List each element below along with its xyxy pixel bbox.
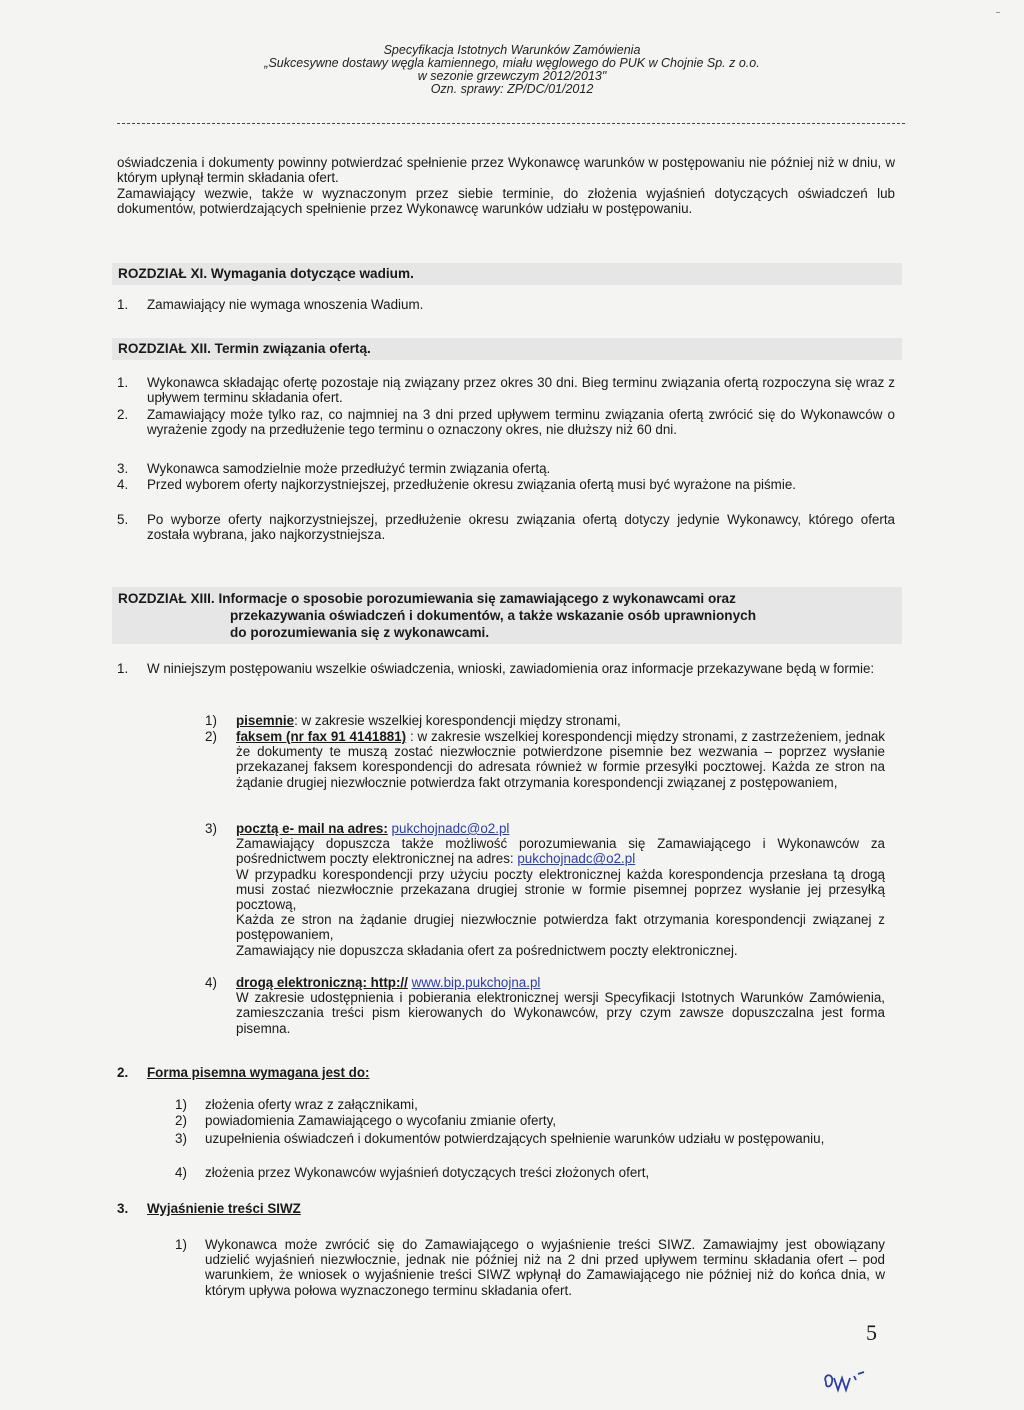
section-title: Wyjaśnienie treści SIWZ <box>147 1201 301 1216</box>
section-number: 1. <box>117 661 129 676</box>
form-number: 4) <box>205 975 217 990</box>
page-header <box>0 44 1024 96</box>
item-number: 1) <box>175 1097 187 1112</box>
form-label: pisemnie <box>236 713 295 728</box>
section-title: Forma pisemna wymagana jest do: <box>147 1065 370 1080</box>
email-paragraph-3: Każda ze stron na żądanie drugiej niezwłocznie potwierdza fakt otrzymania korespondencji związanej z postępowaniem, <box>236 912 885 943</box>
form-text: : w zakresie wszelkiej korespondencji między stronami, z zastrzeżeniem, jednak że dokumenty te muszą zostać niezwłocznie potwierdzone pisemnie bez wezwania – poprzez wysłanie przekazanej faksem korespondencji do adresata również w formie przesyłki pocztowej. Każda ze stron na żądanie drugiej niezwłocznie potwierdza fakt otrzymania korespondencji związanej z postępowaniem, <box>236 729 885 790</box>
web-paragraph: W zakresie udostępnienia i pobierania elektronicznej wersji Specyfikacji Istotnych Warunków Zamówienia, zamieszczania treści pism kierowanych do Wykonawców, przy czym zawsze dopuszczalna jest forma pisemna. <box>236 990 885 1036</box>
item-text: Wykonawca może zwrócić się do Zamawiającego o wyjaśnienie treści SIWZ. Zamawiajmy jest obowiązany udzielić wyjaśnień niezwłocznie, jednak nie później niż na 2 dni przed upływem terminu składania ofert – pod warunkiem, że wniosek o wyjaśnienie treści SIWZ wpłynął do Zamawiającego nie później niż do końca dnia, w którym upływa połowa wyznaczonego terminu składania ofert. <box>205 1237 885 1298</box>
item-number: 2. <box>117 407 129 422</box>
item-text: Wykonawca samodzielnie może przedłużyć termin związania ofertą. <box>147 461 551 476</box>
chapter-13-title-line-3: do porozumiewania się z wykonawcami. <box>230 625 490 640</box>
email-link[interactable]: pukchojnadc@o2.pl <box>391 821 510 836</box>
item-text: Wykonawca składając ofertę pozostaje nią związany przez okres 30 dni. Bieg terminu związania ofertą rozpoczyna się wraz z upływem terminu składania ofert. <box>147 375 895 406</box>
chapter-13-heading <box>112 587 902 644</box>
form-number: 1) <box>205 713 217 728</box>
intro-paragraph-1: oświadczenia i dokumenty powinny potwierdzać spełnienie przez Wykonawcę warunków w postępowaniu nie później niż w dniu, w którym upłynął termin składania ofert. <box>117 155 895 186</box>
ch12-item-1 <box>117 375 895 407</box>
item-text: Zamawiający nie wymaga wnoszenia Wadium. <box>147 297 424 312</box>
item-number: 1) <box>175 1237 187 1252</box>
website-link[interactable]: www.bip.pukchojna.pl <box>411 975 541 990</box>
item-text: powiadomienia Zamawiającego o wycofaniu zmianie oferty, <box>205 1113 557 1128</box>
email-label: pocztą e- mail na adres: <box>236 821 388 836</box>
item-text: złożenia przez Wykonawców wyjaśnień dotyczących treści złożonych ofert, <box>205 1165 650 1180</box>
item-number: 5. <box>117 512 129 527</box>
initials-signature <box>820 1368 880 1396</box>
item-number: 3. <box>117 461 129 476</box>
fax-label: faksem (nr fax 91 4141881) <box>236 729 407 744</box>
form-text: : w zakresie wszelkiej korespondencji między stronami, <box>294 713 621 728</box>
section-number: 2. <box>117 1065 129 1080</box>
email-paragraph-4: Zamawiający nie dopuszcza składania ofert za pośrednictwem poczty elektronicznej. <box>236 942 738 958</box>
item-number: 2) <box>175 1113 187 1128</box>
section-number: 3. <box>117 1201 129 1216</box>
item-number: 4) <box>175 1165 187 1180</box>
header-line-2: „Sukcesywne dostawy węgla kamiennego, miału węglowego do PUK w Chojnie Sp. z o.o. <box>264 56 760 70</box>
email-paragraph-2: W przypadku korespondencji przy użyciu poczty elektronicznej każda korespondencja przesłana tą drogą musi zostać niezwłocznie przekazana drugiej stronie w formie pisemnej poprzez wysłanie jej przesyłką pocztową, <box>236 866 885 913</box>
header-line-1: Specyfikacja Istotnych Warunków Zamówienia <box>383 43 641 57</box>
email-paragraph-1: Zamawiający dopuszcza także możliwość porozumiewania się Zamawiającego i Wykonawców za pośrednictwem poczty elektronicznej na adres: <box>236 836 885 867</box>
chapter-13-title-line-1: ROZDZIAŁ XIII. Informacje o sposobie porozumiewania się zamawiającego z wykonawcami oraz <box>118 591 736 606</box>
page-number: 5 <box>866 1320 877 1345</box>
item-text: uzupełnienia oświadczeń i dokumentów potwierdzających spełnienie warunków udziału w postępowaniu, <box>205 1131 825 1146</box>
scan-mark <box>996 12 1000 13</box>
header-line-3: w sezonie grzewczym 2012/2013" <box>417 69 607 83</box>
web-label: drogą elektroniczną: http:// <box>236 975 408 990</box>
intro-paragraph-2: Zamawiający wezwie, także w wyznaczonym przez siebie terminie, do złożenia wyjaśnień dotyczących oświadczeń lub dokumentów, potwierdzających spełnienie przez Wykonawcę warunków udziału w postępowaniu. <box>117 186 895 217</box>
section-text: W niniejszym postępowaniu wszelkie oświadczenia, wnioski, zawiadomienia oraz informacje przekazywane będą w formie: <box>147 661 875 676</box>
form-number: 3) <box>205 821 217 836</box>
chapter-13-title-line-2: przekazywania oświadczeń i dokumentów, a także wskazanie osób uprawnionych <box>230 608 757 623</box>
email-link-repeat[interactable]: pukchojnadc@o2.pl <box>517 851 636 867</box>
chapter-12-heading: ROZDZIAŁ XII. Termin związania ofertą. <box>112 338 902 360</box>
ch12-item-2 <box>117 407 895 455</box>
item-number: 1. <box>117 297 129 312</box>
header-line-4: Ozn. sprawy: ZP/DC/01/2012 <box>430 82 594 96</box>
chapter-11-heading: ROZDZIAŁ XI. Wymagania dotyczące wadium. <box>112 263 902 285</box>
form-number: 2) <box>205 729 217 744</box>
item-text: Zamawiający może tylko raz, co najmniej na 3 dni przed upływem terminu związania ofertą zwrócić się do Wykonawców o wyrażenie zgody na przedłużenie tego terminu o oznaczony okres, nie dłuższy niż 60 dni. <box>147 407 895 438</box>
item-number: 1. <box>117 375 129 390</box>
item-text: Po wyborze oferty najkorzystniejszej, przedłużenie okresu związania ofertą dotyczy jedynie Wykonawcy, którego oferta została wybrana, jako najkorzystniejsza. <box>147 512 895 543</box>
item-text: złożenia oferty wraz z załącznikami, <box>205 1097 418 1112</box>
item-number: 4. <box>117 477 129 492</box>
item-number: 3) <box>175 1131 187 1146</box>
header-divider <box>117 123 905 124</box>
item-text: Przed wyborem oferty najkorzystniejszej, przedłużenie okresu związania ofertą musi być wyrażone na piśmie. <box>147 477 796 492</box>
